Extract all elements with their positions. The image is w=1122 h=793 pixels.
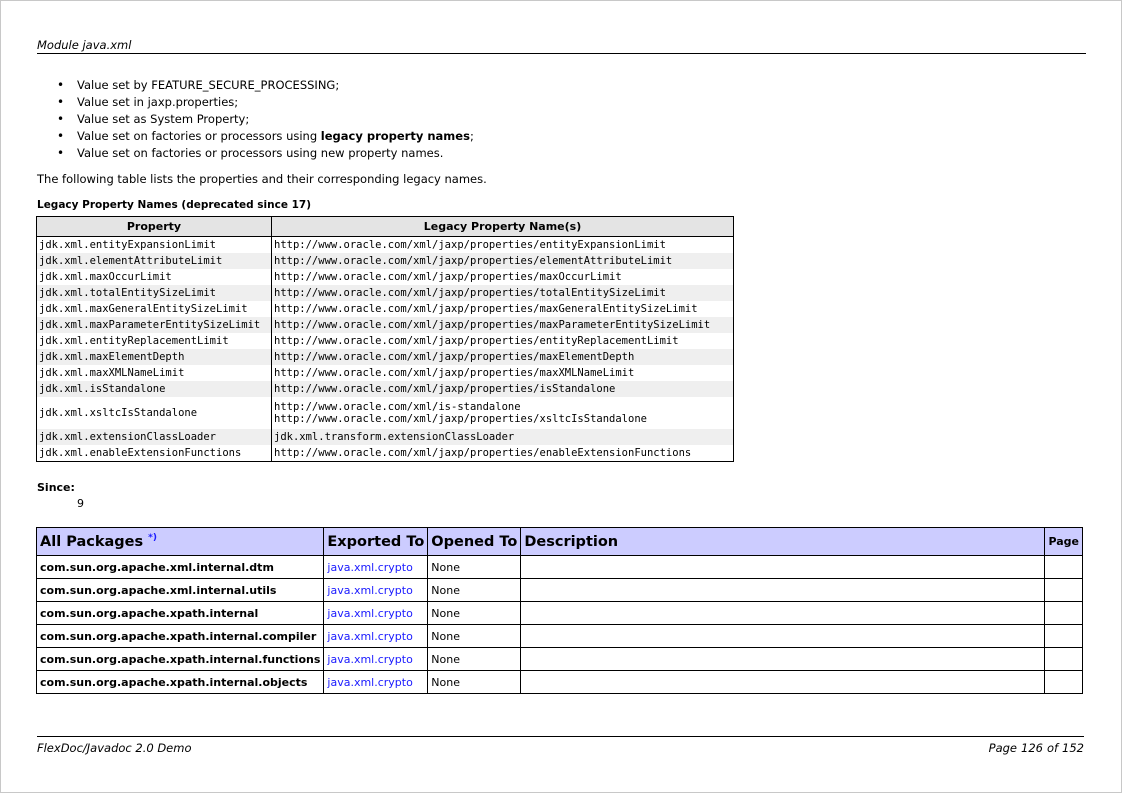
property-name-cell: jdk.xml.entityExpansionLimit <box>37 237 272 254</box>
bullet-item: • Value set in jaxp.properties; <box>57 94 474 111</box>
table-row <box>37 349 734 365</box>
column-header-legacy: Legacy Property Name(s) <box>272 217 734 237</box>
table-row <box>37 579 1083 602</box>
legacy-name-cell: http://www.oracle.com/xml/jaxp/properties/maxOccurLimit <box>272 269 734 285</box>
since-value: 9 <box>77 497 84 510</box>
legacy-name-cell: http://www.oracle.com/xml/jaxp/properties/maxGeneralEntitySizeLimit <box>272 301 734 317</box>
opened-to-cell: None <box>428 625 521 648</box>
description-cell <box>521 556 1045 579</box>
table-row <box>37 671 1083 694</box>
property-name-cell: jdk.xml.maxOccurLimit <box>37 269 272 285</box>
column-header-description: Description <box>521 528 1045 556</box>
table-row <box>37 602 1083 625</box>
legacy-name-cell: http://www.oracle.com/xml/jaxp/properties/enableExtensionFunctions <box>272 445 734 462</box>
table-row <box>37 269 734 285</box>
legacy-name-cell: http://www.oracle.com/xml/jaxp/properties/maxParameterEntitySizeLimit <box>272 317 734 333</box>
packages-table-body <box>37 556 1083 694</box>
description-cell <box>521 602 1045 625</box>
module-title: Module java.xml <box>37 38 132 52</box>
table-row <box>37 365 734 381</box>
property-name-cell: jdk.xml.enableExtensionFunctions <box>37 445 272 462</box>
package-name-cell: com.sun.org.apache.xpath.internal.functions <box>37 648 324 671</box>
table-row <box>37 397 734 429</box>
legacy-table-caption: Legacy Property Names (deprecated since 17) <box>37 199 312 211</box>
exported-to-link[interactable]: java.xml.crypto <box>324 671 428 694</box>
table-row <box>37 285 734 301</box>
page-cell <box>1045 579 1083 602</box>
exported-to-link[interactable]: java.xml.crypto <box>324 579 428 602</box>
bullet-item: • Value set as System Property; <box>57 111 474 128</box>
exported-to-link[interactable]: java.xml.crypto <box>324 625 428 648</box>
table-row <box>37 253 734 269</box>
page-header <box>37 38 1086 54</box>
opened-to-cell: None <box>428 671 521 694</box>
property-name-cell: jdk.xml.totalEntitySizeLimit <box>37 285 272 301</box>
property-name-cell: jdk.xml.maxGeneralEntitySizeLimit <box>37 301 272 317</box>
table-row <box>37 301 734 317</box>
page-cell <box>1045 556 1083 579</box>
legacy-name-cell: http://www.oracle.com/xml/jaxp/properties/maxElementDepth <box>272 349 734 365</box>
bullet-item: • Value set on factories or processors using new property names. <box>57 145 474 162</box>
footnote-link[interactable]: *) <box>148 533 157 544</box>
table-row <box>37 556 1083 579</box>
legacy-names-emphasis: legacy property names <box>320 129 470 143</box>
page-cell <box>1045 602 1083 625</box>
property-name-cell: jdk.xml.maxXMLNameLimit <box>37 365 272 381</box>
exported-to-link[interactable]: java.xml.crypto <box>324 648 428 671</box>
legacy-name-cell: http://www.oracle.com/xml/jaxp/properties/elementAttributeLimit <box>272 253 734 269</box>
footer-doc-title: FlexDoc/Javadoc 2.0 Demo <box>37 741 192 755</box>
package-name-cell: com.sun.org.apache.xpath.internal.objects <box>37 671 324 694</box>
legacy-name-cell: http://www.oracle.com/xml/jaxp/properties/isStandalone <box>272 381 734 397</box>
table-row <box>37 333 734 349</box>
description-cell <box>521 648 1045 671</box>
property-name-cell: jdk.xml.entityReplacementLimit <box>37 333 272 349</box>
column-header-opened-to: Opened To <box>428 528 521 556</box>
package-name-cell: com.sun.org.apache.xml.internal.dtm <box>37 556 324 579</box>
column-header-page: Page <box>1045 528 1083 556</box>
legacy-name-cell: http://www.oracle.com/xml/jaxp/properties/maxXMLNameLimit <box>272 365 734 381</box>
column-header-property: Property <box>37 217 272 237</box>
total-pages: 152 <box>1062 741 1084 755</box>
page-cell <box>1045 648 1083 671</box>
table-row <box>37 445 734 462</box>
table-row <box>37 381 734 397</box>
opened-to-cell: None <box>428 579 521 602</box>
opened-to-cell: None <box>428 556 521 579</box>
page-footer <box>37 736 1084 755</box>
bullet-item: • Value set by FEATURE_SECURE_PROCESSING; <box>57 77 474 94</box>
page-cell <box>1045 671 1083 694</box>
package-name-cell: com.sun.org.apache.xpath.internal.compiler <box>37 625 324 648</box>
property-name-cell: jdk.xml.maxElementDepth <box>37 349 272 365</box>
exported-to-link[interactable]: java.xml.crypto <box>324 602 428 625</box>
page-cell <box>1045 625 1083 648</box>
table-row <box>37 237 734 254</box>
opened-to-cell: None <box>428 602 521 625</box>
description-cell <box>521 671 1045 694</box>
legacy-property-table <box>36 216 734 462</box>
legacy-name-cell: http://www.oracle.com/xml/is-standalone http://www.oracle.com/xml/jaxp/properties/xsltcIsStandalone <box>272 397 734 429</box>
property-name-cell: jdk.xml.maxParameterEntitySizeLimit <box>37 317 272 333</box>
description-cell <box>521 579 1045 602</box>
description-cell <box>521 625 1045 648</box>
property-name-cell: jdk.xml.extensionClassLoader <box>37 429 272 445</box>
legacy-name-cell: http://www.oracle.com/xml/jaxp/properties/entityReplacementLimit <box>272 333 734 349</box>
table-row <box>37 625 1083 648</box>
opened-to-cell: None <box>428 648 521 671</box>
package-name-cell: com.sun.org.apache.xml.internal.utils <box>37 579 324 602</box>
since-label: Since: <box>37 481 75 494</box>
bullet-list <box>57 77 474 162</box>
table-row <box>37 648 1083 671</box>
exported-to-link[interactable]: java.xml.crypto <box>324 556 428 579</box>
property-name-cell: jdk.xml.xsltcIsStandalone <box>37 397 272 429</box>
bullet-item: • Value set on factories or processors using legacy property names; <box>57 128 474 145</box>
package-name-cell: com.sun.org.apache.xpath.internal <box>37 602 324 625</box>
legacy-table-body <box>37 237 734 462</box>
legacy-name-cell: jdk.xml.transform.extensionClassLoader <box>272 429 734 445</box>
intro-paragraph: The following table lists the properties and their corresponding legacy names. <box>37 172 487 186</box>
table-row <box>37 317 734 333</box>
legacy-name-cell: http://www.oracle.com/xml/jaxp/properties/entityExpansionLimit <box>272 237 734 254</box>
column-header-all-packages: All Packages *) <box>37 528 324 556</box>
property-name-cell: jdk.xml.isStandalone <box>37 381 272 397</box>
packages-table <box>36 527 1083 694</box>
legacy-name-cell: http://www.oracle.com/xml/jaxp/properties/totalEntitySizeLimit <box>272 285 734 301</box>
property-name-cell: jdk.xml.elementAttributeLimit <box>37 253 272 269</box>
page-indicator: Page 126 of 152 <box>988 741 1084 755</box>
page-number: 126 <box>1021 741 1043 755</box>
table-row <box>37 429 734 445</box>
column-header-exported-to: Exported To <box>324 528 428 556</box>
